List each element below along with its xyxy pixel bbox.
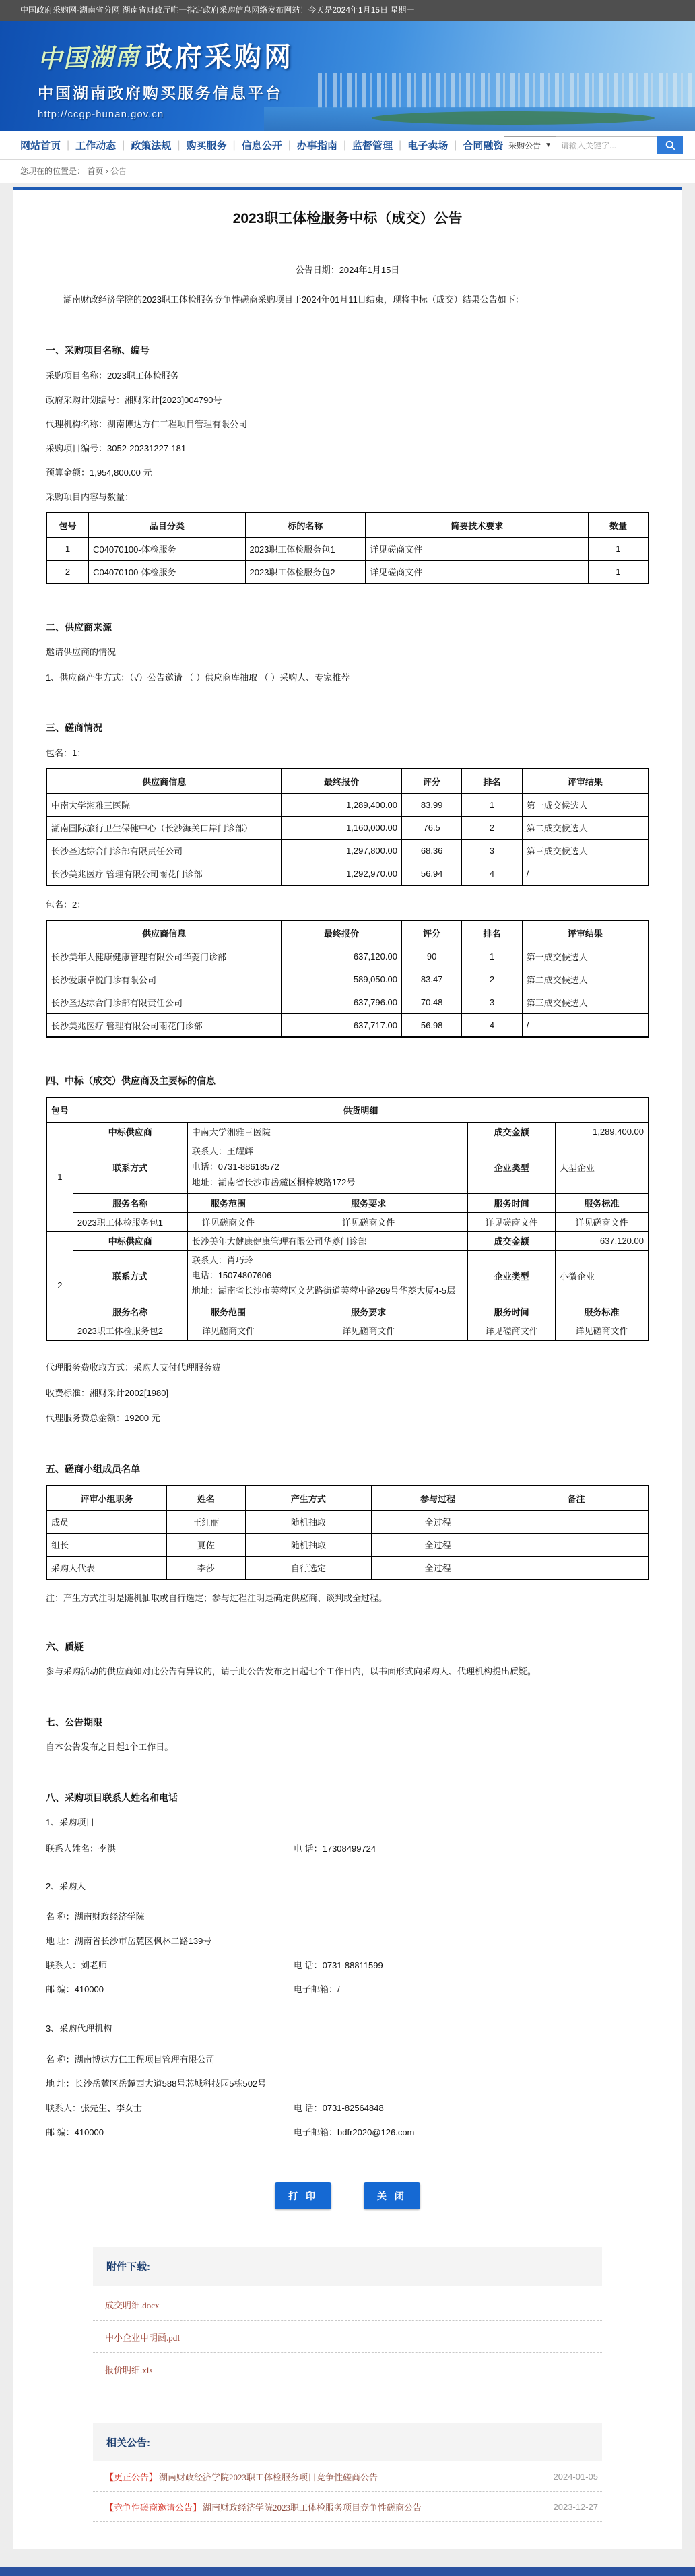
cell: 第三成交候选人: [522, 840, 649, 862]
cell: 68.36: [401, 840, 461, 862]
cell: 4: [462, 1014, 522, 1038]
col-header: 包号: [46, 513, 89, 538]
cell: 3: [462, 840, 522, 862]
site-notice-bar: [0, 0, 695, 21]
attachment-link[interactable]: 中小企业申明函.pdf: [93, 2321, 602, 2353]
cell: 589,050.00: [282, 968, 402, 991]
col-header: 品目分类: [89, 513, 245, 538]
panel-members-table: [46, 1485, 649, 1580]
package2-label: 包名：2：: [46, 900, 86, 910]
col-header: 排名: [462, 769, 522, 794]
table-row: [46, 560, 649, 584]
purchaser-phone: 电 话：0731-88811599: [294, 1960, 383, 1971]
package-number-cell: 1: [46, 1123, 73, 1231]
fee-standard-line: 收费标准：湘财采计2002[1980]: [46, 1387, 169, 1398]
cell: 详见磋商文件: [187, 1212, 269, 1231]
notice-document: [13, 190, 682, 2549]
nav-separator: |: [67, 139, 70, 151]
close-button[interactable]: 关 闭: [364, 2182, 420, 2209]
chevron-down-icon: ▼: [545, 142, 552, 149]
search-button[interactable]: [657, 136, 683, 154]
contact-person-line: 联系人：王耀辉: [191, 1146, 253, 1157]
cell: 详见磋商文件: [269, 1321, 468, 1340]
cell: C04070100-体检服务: [89, 537, 245, 560]
table-row: [46, 794, 649, 817]
page-title: 2023职工体检服务中标（成交）公告: [232, 211, 463, 226]
search-icon: [665, 139, 676, 151]
col-header: 姓名: [167, 1486, 245, 1511]
section8-heading: 八、采购项目联系人姓名和电话: [46, 1792, 178, 1803]
nav-separator: |: [399, 139, 402, 151]
table-row: [46, 1321, 649, 1340]
cell: 1,297,800.00: [282, 840, 402, 862]
table-header-row: [46, 1486, 649, 1511]
table-row: [46, 1231, 649, 1250]
search-category-select[interactable]: [504, 136, 556, 154]
cell: 2023职工体检服务包1: [73, 1212, 187, 1231]
related-announcement-link[interactable]: [93, 2461, 602, 2492]
section7-heading: 七、公告期限: [46, 1717, 102, 1728]
cell: 第一成交候选人: [522, 945, 649, 968]
attachment-link[interactable]: 报价明细.xls: [93, 2353, 602, 2385]
table-header-row: [46, 920, 649, 945]
negotiation-table-pkg1: [46, 768, 649, 886]
cell: /: [522, 1014, 649, 1038]
content-quantity-line: 采购项目内容与数量：: [46, 491, 134, 502]
table-row: [46, 968, 649, 991]
enterprise-type-label-cell: 企业类型: [468, 1141, 556, 1193]
nav-item-home[interactable]: 网站首页: [20, 140, 61, 152]
negotiation-table-pkg2: [46, 920, 649, 1038]
notice-date: 公告日期：2024年1月15日: [295, 265, 400, 275]
cell: 王红丽: [167, 1511, 245, 1534]
project-contact-row: [46, 1842, 649, 1854]
plan-number-line: 政府采购计划编号：湘财采计[2023]004790号: [46, 394, 222, 405]
table-row: [46, 1014, 649, 1038]
purchaser-zip-row: [46, 1982, 649, 1995]
table-row: [46, 1511, 649, 1534]
cell: 56.98: [401, 1014, 461, 1038]
breadcrumb-home-link[interactable]: 首页: [87, 166, 104, 176]
nav-item-purchase-service[interactable]: 购买服务: [186, 140, 227, 152]
project-contact-name: 联系人姓名：李洪: [46, 1843, 117, 1854]
supplier-name-cell: 中南大学湘雅三医院: [187, 1123, 468, 1141]
agency-contact: 联系人：张先生、李女士: [46, 2103, 143, 2114]
table-header-row: [46, 513, 649, 538]
enterprise-type-value-cell: 大型企业: [555, 1141, 649, 1193]
agency-name: 名 称：湖南博达方仁工程项目管理有限公司: [46, 2054, 215, 2065]
breadcrumb-separator: ›: [105, 166, 108, 176]
agency-contact-row: [46, 2101, 649, 2114]
cell: 1: [46, 537, 89, 560]
cell: 详见磋商文件: [366, 537, 589, 560]
nav-items: [20, 138, 503, 152]
amount-value-cell: 1,289,400.00: [555, 1123, 649, 1141]
nav-item-policy[interactable]: 政策法规: [131, 140, 172, 152]
col-header: 评审结果: [522, 920, 649, 945]
contact-info-cell: [187, 1141, 468, 1193]
table-row: [46, 537, 649, 560]
notice-intro: 湖南财政经济学院的2023职工体检服务竞争性磋商采购项目于2024年01月11日结束，现将中标（成交）结果公告如下：: [63, 294, 524, 305]
cell: 随机抽取: [245, 1534, 372, 1557]
table-row: [46, 840, 649, 862]
announcement-date: 2023-12-27: [553, 2502, 598, 2513]
amount-label-cell: 成交金额: [468, 1123, 556, 1141]
cell: 组长: [46, 1534, 167, 1557]
purchaser-contact: 联系人：刘老师: [46, 1960, 108, 1971]
search-category-value: 采购公告: [508, 141, 541, 150]
package-number-cell: 2: [46, 1231, 73, 1340]
cell: 李莎: [167, 1557, 245, 1580]
amount-value-cell: 637,120.00: [555, 1231, 649, 1250]
service-col-header: 服务范围: [187, 1193, 269, 1212]
cell: 56.94: [401, 862, 461, 886]
announcement-type-tag: 【更正公告】: [105, 2472, 158, 2483]
cell: 中南大学湘雅三医院: [46, 794, 282, 817]
cell: 2: [46, 560, 89, 584]
table-row: [46, 1302, 649, 1321]
section6-heading: 六、质疑: [46, 1641, 84, 1653]
col-header: 参与过程: [372, 1486, 504, 1511]
related-heading: 相关公告:: [93, 2423, 602, 2461]
table-row: [46, 862, 649, 886]
col-header: 标的名称: [245, 513, 366, 538]
col-header: 产生方式: [245, 1486, 372, 1511]
contact-label-cell: 联系方式: [73, 1250, 187, 1302]
cell: 1: [589, 537, 649, 560]
objection-text: 参与采购活动的供应商如对此公告有异议的，请于此公告发布之日起七个工作日内，以书面形式向采购人、代理机构提出质疑。: [46, 1666, 537, 1677]
agency-zip: 邮 编：410000: [46, 2127, 104, 2138]
enterprise-type-label-cell: 企业类型: [468, 1250, 556, 1302]
invited-suppliers-line: 邀请供应商的情况: [46, 646, 117, 657]
budget-line: 预算金额：1,954,800.00 元: [46, 467, 152, 478]
col-header: 最终报价: [282, 769, 402, 794]
cell: 第一成交候选人: [522, 794, 649, 817]
cell: 1: [462, 945, 522, 968]
related-panel: [93, 2423, 602, 2522]
package1-label: 包名：1：: [46, 748, 86, 759]
contact-phone-line: 电话：0731-88618572: [191, 1162, 279, 1172]
cell: 夏佐: [167, 1534, 245, 1557]
main-navbar: [0, 131, 695, 160]
nav-separator: |: [122, 139, 125, 151]
cell: /: [522, 862, 649, 886]
cell: 长沙美兆医疗 管理有限公司雨花门诊部: [46, 1014, 282, 1038]
cell: 70.48: [401, 991, 461, 1014]
agency-name-line: 代理机构名称：湖南博达方仁工程项目管理有限公司: [46, 418, 248, 429]
nav-item-news[interactable]: 工作动态: [75, 140, 117, 152]
action-buttons: [46, 2182, 649, 2209]
cell: 长沙圣达综合门诊部有限责任公司: [46, 840, 282, 862]
col-header: 供应商信息: [46, 920, 282, 945]
lots-table: [46, 512, 649, 584]
section4-heading: 四、中标（成交）供应商及主要标的信息: [46, 1075, 216, 1087]
enterprise-type-value-cell: 小微企业: [555, 1250, 649, 1302]
cell: 2023职工体检服务包2: [245, 560, 366, 584]
nav-separator: |: [177, 139, 180, 151]
cell: 自行选定: [245, 1557, 372, 1580]
purchaser-name: 名 称：湖南财政经济学院: [46, 1912, 145, 1922]
announcement-type-tag: 【竞争性磋商邀请公告】: [105, 2503, 202, 2513]
cell: 详见磋商文件: [468, 1212, 556, 1231]
logo-main-text: 政府采购网: [145, 42, 294, 72]
service-col-header: 服务名称: [73, 1193, 187, 1212]
breadcrumb: [0, 160, 695, 183]
nav-item-supervision[interactable]: 监督管理: [352, 140, 393, 152]
contact-person-line: 联系人：肖巧玲: [191, 1255, 253, 1265]
table-row: [46, 1123, 649, 1141]
search-bar: [504, 136, 683, 154]
site-notice-text: 中国政府采购网-湖南省分网 湖南省财政厅唯一指定政府采购信息网络发布网站！今天是2024年1月15日 星期一: [20, 5, 415, 15]
cell: 83.47: [401, 968, 461, 991]
purchaser-address: 地 址：湖南省长沙市岳麓区枫林二路139号: [46, 1936, 212, 1947]
cell: 83.99: [401, 794, 461, 817]
col-header: 评分: [401, 920, 461, 945]
cell: [504, 1557, 649, 1580]
cell: 2023职工体检服务包1: [245, 537, 366, 560]
table-row: [46, 1193, 649, 1212]
section1-heading: 一、采购项目名称、编号: [46, 344, 150, 356]
nav-item-info-disclosure[interactable]: 信息公开: [241, 140, 282, 152]
agency-fee-total-line: 代理服务费总金额：19200 元: [46, 1413, 160, 1424]
cell: 2023职工体检服务包2: [73, 1321, 187, 1340]
table-row: [46, 817, 649, 840]
related-list: [93, 2461, 602, 2522]
cell: 第二成交候选人: [522, 817, 649, 840]
sub3-label: 3、采购代理机构: [46, 2023, 112, 2034]
cell: 90: [401, 945, 461, 968]
section2-heading: 二、供应商来源: [46, 621, 112, 633]
cell: 采购人代表: [46, 1557, 167, 1580]
site-logo: [0, 21, 695, 120]
col-header: 备注: [504, 1486, 649, 1511]
cell: 76.5: [401, 817, 461, 840]
cell: 详见磋商文件: [269, 1212, 468, 1231]
cell: 全过程: [372, 1557, 504, 1580]
breadcrumb-prefix: 您现在的位置是：: [20, 166, 86, 176]
table-row: [46, 1557, 649, 1580]
supplier-source-line: 1、供应商产生方式：（√）公告邀请 （ ）供应商库抽取 （ ）采购人、专家推荐: [46, 672, 350, 683]
cell: [504, 1511, 649, 1534]
banner-url: http://ccgp-hunan.gov.cn: [38, 108, 164, 120]
cell: 长沙圣达综合门诊部有限责任公司: [46, 991, 282, 1014]
cell: 4: [462, 862, 522, 886]
supplier-label-cell: 中标供应商: [73, 1123, 187, 1141]
col-header: 排名: [462, 920, 522, 945]
table-row: [46, 1534, 649, 1557]
service-col-header: 服务标准: [555, 1302, 649, 1321]
cell: 成员: [46, 1511, 167, 1534]
cell: 详见磋商文件: [468, 1321, 556, 1340]
col-header: 评审结果: [522, 769, 649, 794]
col-header: 数量: [589, 513, 649, 538]
service-col-header: 服务名称: [73, 1302, 187, 1321]
col-header: 最终报价: [282, 920, 402, 945]
cell: 详见磋商文件: [366, 560, 589, 584]
cell: [504, 1534, 649, 1557]
amount-label-cell: 成交金额: [468, 1231, 556, 1250]
cell: 1,289,400.00: [282, 794, 402, 817]
agency-zip-row: [46, 2125, 649, 2138]
supplier-label-cell: 中标供应商: [73, 1231, 187, 1250]
banner-subtitle: 中国湖南政府购买服务信息平台: [38, 84, 283, 102]
cell: 湖南国际旅行卫生保健中心（长沙海关口岸门诊部）: [46, 817, 282, 840]
cell: 1,292,970.00: [282, 862, 402, 886]
cell: 637,796.00: [282, 991, 402, 1014]
col-header: 评审小组职务: [46, 1486, 167, 1511]
purchaser-contact-row: [46, 1958, 649, 1971]
table-row: [46, 1141, 649, 1193]
cell: 637,120.00: [282, 945, 402, 968]
supplier-name-cell: 长沙美年大健康健康管理有限公司华菱门诊部: [187, 1231, 468, 1250]
service-col-header: 服务标准: [555, 1193, 649, 1212]
announcement-title: 湖南财政经济学院2023职工体检服务项目竞争性磋商公告: [203, 2503, 422, 2513]
nav-separator: |: [288, 139, 291, 151]
project-name-line: 采购项目名称：2023职工体检服务: [46, 370, 179, 381]
agency-fee-method-line: 代理服务费收取方式：采购人支付代理服务费: [46, 1362, 222, 1373]
footer-bar: [0, 2567, 695, 2576]
contact-info-cell: [187, 1250, 468, 1302]
cell: 长沙美兆医疗 管理有限公司雨花门诊部: [46, 862, 282, 886]
col-header: 简要技术要求: [366, 513, 589, 538]
search-input[interactable]: 请输入关键字...: [556, 136, 657, 154]
award-detail-table: [46, 1097, 649, 1341]
purchaser-zip: 邮 编：410000: [46, 1984, 104, 1995]
panel-note: 注：产生方式注明是随机抽取或自行选定；参与过程注明是确定供应商、谈判或全过程。: [46, 1593, 388, 1604]
sub1-label: 1、采购项目: [46, 1817, 95, 1827]
service-col-header: 服务范围: [187, 1302, 269, 1321]
contact-address-line: 地址：湖南省长沙市芙蓉区文艺路街道芙蓉中路269号华菱大厦4-5层: [191, 1286, 456, 1296]
site-banner: [0, 21, 695, 131]
section3-heading: 三、磋商情况: [46, 722, 102, 734]
cell: 2: [462, 968, 522, 991]
cell: C04070100-体检服务: [89, 560, 245, 584]
col-header: 供货明细: [73, 1098, 649, 1123]
service-col-header: 服务要求: [269, 1302, 468, 1321]
cell: 全过程: [372, 1511, 504, 1534]
service-col-header: 服务时间: [468, 1193, 556, 1212]
cell: 详见磋商文件: [555, 1321, 649, 1340]
agency-email: 电子邮箱：bdfr2020@126.com: [294, 2127, 415, 2138]
table-row: [46, 1212, 649, 1231]
logo-calligraphy-text: 中国湖南: [37, 42, 141, 73]
cell: 长沙美年大健康健康管理有限公司华菱门诊部: [46, 945, 282, 968]
cell: 2: [462, 817, 522, 840]
contact-label-cell: 联系方式: [73, 1141, 187, 1193]
cell: 第三成交候选人: [522, 991, 649, 1014]
announcement-date: 2024-01-05: [553, 2472, 598, 2482]
table-row: [46, 945, 649, 968]
cell: 3: [462, 991, 522, 1014]
project-contact-phone: 电 话：17308499724: [294, 1843, 376, 1854]
col-header: 包号: [46, 1098, 73, 1123]
cell: 1: [589, 560, 649, 584]
nav-item-contract-finance[interactable]: 合同融资: [463, 140, 504, 152]
cell: 全过程: [372, 1534, 504, 1557]
print-button[interactable]: 打 印: [275, 2182, 331, 2209]
project-number-line: 采购项目编号：3052-20231227-181: [46, 443, 187, 453]
contact-address-line: 地址：湖南省长沙市岳麓区桐梓坡路172号: [191, 1176, 356, 1187]
purchaser-email: 电子邮箱：/: [294, 1984, 340, 1995]
service-col-header: 服务时间: [468, 1302, 556, 1321]
cell: 长沙爱康卓悦门诊有限公司: [46, 968, 282, 991]
sub2-label: 2、采购人: [46, 1881, 86, 1891]
col-header: 供应商信息: [46, 769, 282, 794]
agency-phone: 电 话：0731-82564848: [294, 2103, 384, 2114]
attachments-panel: [93, 2247, 602, 2385]
nav-separator: |: [343, 139, 347, 151]
cell: 详见磋商文件: [187, 1321, 269, 1340]
nav-item-e-mall[interactable]: 电子卖场: [407, 140, 449, 152]
attachment-link[interactable]: 成交明细.docx: [93, 2288, 602, 2321]
table-header-row: [46, 769, 649, 794]
attachment-list: [93, 2286, 602, 2385]
breadcrumb-current: 公告: [110, 166, 127, 176]
col-header: 评分: [401, 769, 461, 794]
service-col-header: 服务要求: [269, 1193, 468, 1212]
cell: 详见磋商文件: [555, 1212, 649, 1231]
section5-heading: 五、磋商小组成员名单: [46, 1464, 140, 1475]
cell: 第二成交候选人: [522, 968, 649, 991]
contact-phone-line: 电话：15074807606: [191, 1270, 272, 1281]
nav-separator: |: [232, 139, 236, 151]
table-row: [46, 1250, 649, 1302]
cell: 随机抽取: [245, 1511, 372, 1534]
table-row: [46, 991, 649, 1014]
agency-address: 地 址：长沙岳麓区岳麓西大道588号芯城科技园5栋502号: [46, 2079, 267, 2090]
cell: 637,717.00: [282, 1014, 402, 1038]
nav-item-guide[interactable]: 办事指南: [296, 140, 337, 152]
announcement-title: 湖南财政经济学院2023职工体检服务项目竞争性磋商公告: [159, 2472, 378, 2483]
attachments-heading: 附件下载:: [93, 2247, 602, 2286]
cell: 1: [462, 794, 522, 817]
table-header-row: [46, 1098, 649, 1123]
related-announcement-link[interactable]: [93, 2492, 602, 2522]
nav-separator: |: [454, 139, 457, 151]
cell: 1,160,000.00: [282, 817, 402, 840]
notice-period-text: 自本公告发布之日起1个工作日。: [46, 1742, 174, 1753]
